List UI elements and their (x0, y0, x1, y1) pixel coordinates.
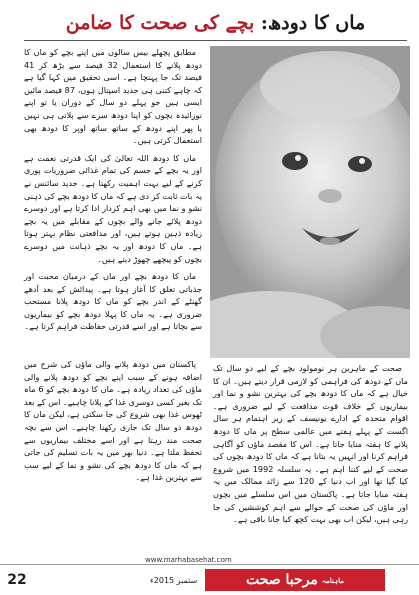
article-column-left-bottom (24, 358, 202, 489)
article-title (24, 6, 407, 41)
page-number: 22 (4, 569, 30, 591)
page-footer (0, 556, 419, 595)
website-link[interactable]: www.marhabasehat.com (145, 556, 232, 564)
title-part-2: بچے کی صحت کا ضامن (65, 12, 255, 34)
magazine-tag: ماہنامہ (321, 575, 345, 585)
title-part-1: ماں کا دودھ: (254, 12, 366, 34)
baby-photo (210, 46, 410, 358)
magazine-name: مرحبا صحت (246, 572, 318, 588)
title-text (66, 12, 365, 34)
paragraph: مطابق پچھلے بیس سالوں میں اپنے بچے کو ماں کا دودھ پلانے کا استعمال 32 فیصد سے بڑھ کر 41 فیصد تک جا پہنچا ہے۔ اسی تحقیق میں کہا گیا ہے کہ چاہے کتنی ہی جدید اسپتال ہوں، 87 فیصد مائیں ایسی ہیں جو پہلے دو سال کے دوران یا تو اپنے نوزائیدہ بچوں کو اپنا دودھ سرے سے پلاتی ہی نہیں یا پھر اپنے دودھ کے ساتھ ساتھ اوپر کا دودھ بھی استعمال کرتی ہیں۔ (24, 47, 203, 146)
baby-face-illustration (210, 46, 410, 358)
paragraph: ماں کا دودھ بچے اور ماں کے درمیان محبت اور جذباتی تعلق کا آغاز ہوتا ہے۔ پیدائش کے بعد آدھے گھنٹے کے اندر بچے کو ماں کا دودھ پلانا مستحب ضروری ہے۔ یہ ماں کا پہلا دودھ بچے کو بیماریوں سے بچاتا ہے اور اسے قدرتی حفاظت فراہم کرتا ہے۔ (24, 271, 202, 332)
paragraph: صحت کے ماہرین ہر نومولود بچے کے لیے دو سال تک ماں کے دودھ کی فراہمی کو لازمی قرار دیتے ہیں۔ ان کا خیال ہے کہ ماں کا دودھ بچے کی بہترین نشو و نما اور بیماریوں کے خلاف قوت مدافعت کے لیے ضروری ہے۔ اقوام متحدہ کے ادارے یونیسف کے زیر اہتمام ہر سال اگست کے پہلے ہفتے میں عالمی سطح پر ماں کا دودھ پلانے کا ہفتہ منایا جاتا ہے۔ اس کا مقصد ماؤں کو آگاہی فراہم کرنا اور انہیں یہ بتانا ہے کہ ماں کا دودھ بچوں کی صحت کے لیے کتنا اہم ہے۔ یہ سلسلہ 1992 میں شروع کیا گیا تھا اور اب دنیا کے 120 سے زائد ممالک میں یہ ہفتہ منایا جاتا ہے۔ پاکستان میں اس سلسلے میں بچوں اور ماؤں کی صحت کے حوالے سے اہم کوششیں کی جا رہی ہیں، لیکن اب بھی بہت کچھ کیا جانا باقی ہے۔ (213, 363, 409, 525)
paragraph: پاکستان میں دودھ پلانے والی ماؤں کی شرح میں اضافہ ہونے کے سبب اپنے بچے کو دودھ پلانے والی ماؤں کی تعداد زیادہ ہے۔ ماں کا دودھ بچے کو 6 ماہ تک بغیر کسی دوسری غذا کے پلانا چاہیے۔ اس کے بعد ٹھوس غذا بھی شروع کی جا سکتی ہے، لیکن ماں کا دودھ دو سال تک جاری رکھنا چاہیے۔ اس سے بچہ صحت مند رہتا ہے اور اسے مختلف بیماریوں سے تحفظ ملتا ہے۔ دنیا بھر میں یہ بات تسلیم کی جاتی ہے کہ ماں کا دودھ بچے کی نشو و نما کے لیے سب سے بہترین غذا ہے۔ (24, 359, 203, 483)
magazine-logo (205, 569, 385, 591)
issue-date: ستمبر 2015ء (150, 576, 198, 585)
paragraph: ماں کا دودھ اللہ تعالیٰ کی ایک قدرتی نعمت ہے اور یہ بچے کے جسم کی تمام غذائی ضروریات پوری کرنے کے لیے بہت اہمیت رکھتا ہے۔ جدید سائنس نے یہ بات ثابت کر دی ہے کہ ماں کا دودھ بچے کی ذہنی نشو و نما میں بھی اہم کردار ادا کرتا ہے اور دوسرے دودھ پلائے جانے والے بچوں کے مقابلے میں یہ بچے زیادہ ذہین ہوتے ہیں، اور مدافعتی نظام بہتر ہوتا ہے۔ ماں کا دودھ اور یہ بچے ذہانت میں دوسرے بچوں کو پیچھے چھوڑ دیتے ہیں۔ (24, 152, 202, 264)
article-column-right-bottom (213, 362, 408, 531)
article-column-left-top (24, 46, 202, 338)
